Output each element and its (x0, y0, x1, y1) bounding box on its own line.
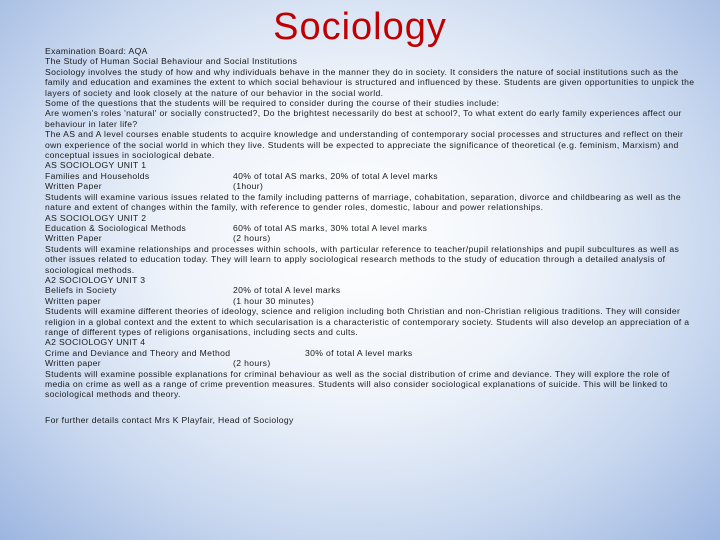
unit-paper: Written Paper (45, 233, 102, 244)
unit-description: Students will examine different theories of ideology, science and religion including both Christian and non-Christian religious traditions. They will consider religion in a global context and the extent to which secularisation is a characteristic of contemporary society. Students will also develop an appreciation of a range of different types of religions organisations, including sects and cults. (45, 306, 690, 337)
unit-heading: A2 SOCIOLOGY UNIT 4 (45, 337, 146, 348)
unit-paper-row (45, 358, 695, 368)
unit-weight: 60% of total AS marks, 30% total A level marks (233, 222, 428, 233)
unit-info-row (45, 285, 695, 295)
unit-name: Crime and Deviance and Theory and Method (45, 347, 231, 358)
unit-duration: (2 hours) (233, 233, 271, 244)
unit-name: Education & Sociological Methods (45, 222, 187, 233)
spacer (45, 400, 695, 415)
document-body (45, 46, 695, 425)
unit-duration: (1 hour 30 minutes) (233, 295, 315, 306)
unit-duration: (1hour) (233, 181, 264, 192)
unit-name: Families and Households (45, 170, 150, 181)
unit-paper: Written Paper (45, 181, 102, 192)
unit-paper: Written paper (45, 295, 101, 306)
exam-board: Examination Board: AQA (45, 46, 148, 56)
unit-duration: (2 hours) (233, 358, 271, 369)
contact-line: For further details contact Mrs K Playfair, Head of Sociology (45, 414, 294, 425)
unit-info-row (45, 171, 695, 181)
unit-description: Students will examine various issues related to the family including patterns of marriage, cohabitation, separation, divorce and childbearing as well as the nature and extent of changes within the family, with reference to gender roles, domestic, labour and power relationships. (45, 191, 681, 213)
intro-paragraph: Sociology involves the study of how and why individuals behave in the manner they do in society. It considers the nature of social institutions such as the family and education and examines the extent to which social behaviour is structured and influenced by these. Students are given opportunities to unpick the layers of society and look closely at the nature of our behavior in the social world. (45, 66, 695, 98)
questions-list: Are women's roles 'natural' or socially constructed?, Do the brightest necessarily do best at school?, To what extent do early family experiences affect our behaviour in later life? (45, 108, 682, 129)
unit-info-row (45, 348, 695, 358)
unit-paper-row (45, 233, 695, 243)
unit-paper-row (45, 181, 695, 191)
unit-description: Students will examine relationships and processes within schools, with particular reference to teacher/pupil relationships and pupil subcultures as well as other issues related to education today. They will learn to apply sociological research methods to the study of education through a detailed analysis of sociological methods. (45, 243, 680, 275)
unit-name: Beliefs in Society (45, 285, 117, 296)
course-name: The Study of Human Social Behaviour and Social Institutions (45, 56, 298, 67)
questions-intro: Some of the questions that the students will be required to consider during the course of their studies include: (45, 98, 500, 109)
page-title: Sociology (273, 6, 447, 48)
unit-weight: 20% of total A level marks (233, 285, 341, 296)
unit-heading: AS SOCIOLOGY UNIT 2 (45, 212, 147, 223)
unit-heading: A2 SOCIOLOGY UNIT 3 (45, 274, 146, 285)
unit-info-row (45, 223, 695, 233)
aims-paragraph: The AS and A level courses enable students to acquire knowledge and understanding of contemporary social processes and structures and reflect on their own experience of the social world in which they live. Students will be expected to appreciate the significance of theoretical (e.g. feminism, Marxism) and conceptual issues in sociological debate. (45, 129, 684, 161)
unit-weight: 30% of total A level marks (305, 347, 413, 358)
unit-weight: 40% of total AS marks, 20% of total A level marks (233, 170, 438, 181)
unit-paper-row (45, 296, 695, 306)
unit-paper: Written paper (45, 358, 101, 369)
unit-heading: AS SOCIOLOGY UNIT 1 (45, 160, 147, 171)
unit-description: Students will examine possible explanations for criminal behaviour as well as the social distribution of crime and deviance. They will explore the role of media on crime as well as a range of crime prevention measures. Students will also consider sociological explanations of suicide. This will be linked to sociological methods and theory. (45, 368, 670, 400)
